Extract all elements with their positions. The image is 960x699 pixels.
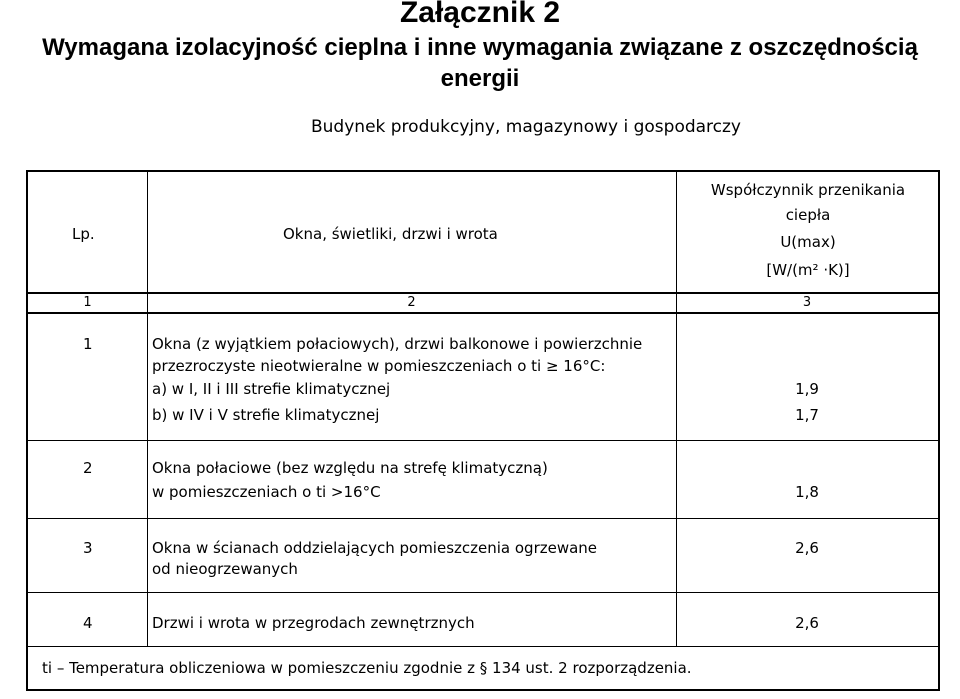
row-text: Drzwi i wrota w przegrodach zewnętrznych <box>152 614 475 632</box>
row-value: 2,6 <box>795 539 819 557</box>
row-lp: 1 <box>83 335 93 353</box>
row-text: Okna połaciowe (bez względu na strefę klimatyczną) <box>152 459 548 477</box>
column-number: 3 <box>802 295 812 310</box>
column-number: 2 <box>407 295 416 310</box>
header-lp: Lp. <box>72 225 95 243</box>
row-text: od nieogrzewanych <box>152 560 298 578</box>
row-value: 1,7 <box>795 406 819 424</box>
section-subtitle: Budynek produkcyjny, magazynowy i gospodarczy <box>311 117 741 137</box>
row-text: Okna (z wyjątkiem połaciowych), drzwi balkonowe i powierzchnie <box>152 335 643 353</box>
row-divider <box>28 440 938 441</box>
row-value: 2,6 <box>795 614 819 632</box>
row-text: a) w I, II i III strefie klimatycznej <box>152 380 391 398</box>
header-coefficient: U(max) <box>780 233 836 251</box>
row-value: 1,9 <box>795 380 819 398</box>
requirements-table <box>26 170 940 691</box>
page-heading-line: energii <box>440 65 520 92</box>
row-divider <box>28 518 938 519</box>
row-lp: 2 <box>83 459 93 477</box>
header-name: Okna, świetliki, drzwi i wrota <box>283 225 498 243</box>
row-text: b) w IV i V strefie klimatycznej <box>152 406 380 424</box>
footnote-divider <box>28 646 938 647</box>
row-text: przezroczyste nieotwieralne w pomieszczeniach o ti ≥ 16°C: <box>152 357 606 375</box>
footnote: ti – Temperatura obliczeniowa w pomieszczeniu zgodnie z § 134 ust. 2 rozporządzenia. <box>42 659 692 677</box>
column-divider <box>147 172 148 646</box>
row-value: 1,8 <box>795 483 819 501</box>
row-divider <box>28 592 938 593</box>
column-number: 1 <box>83 295 92 310</box>
page-heading-line: Wymagana izolacyjność cieplna i inne wymagania związane z oszczędnością <box>42 34 918 61</box>
header-coefficient-unit: [W/(m² ·K)] <box>766 261 850 279</box>
row-text: Okna w ścianach oddzielających pomieszczenia ogrzewane <box>152 539 598 557</box>
page-title: Załącznik 2 <box>399 0 561 29</box>
row-text: w pomieszczeniach o ti >16°C <box>152 483 381 501</box>
header-coefficient: Współczynnik przenikania <box>710 181 906 199</box>
row-lp: 4 <box>83 614 93 632</box>
row-lp: 3 <box>83 539 93 557</box>
header-coefficient: ciepła <box>785 206 831 224</box>
